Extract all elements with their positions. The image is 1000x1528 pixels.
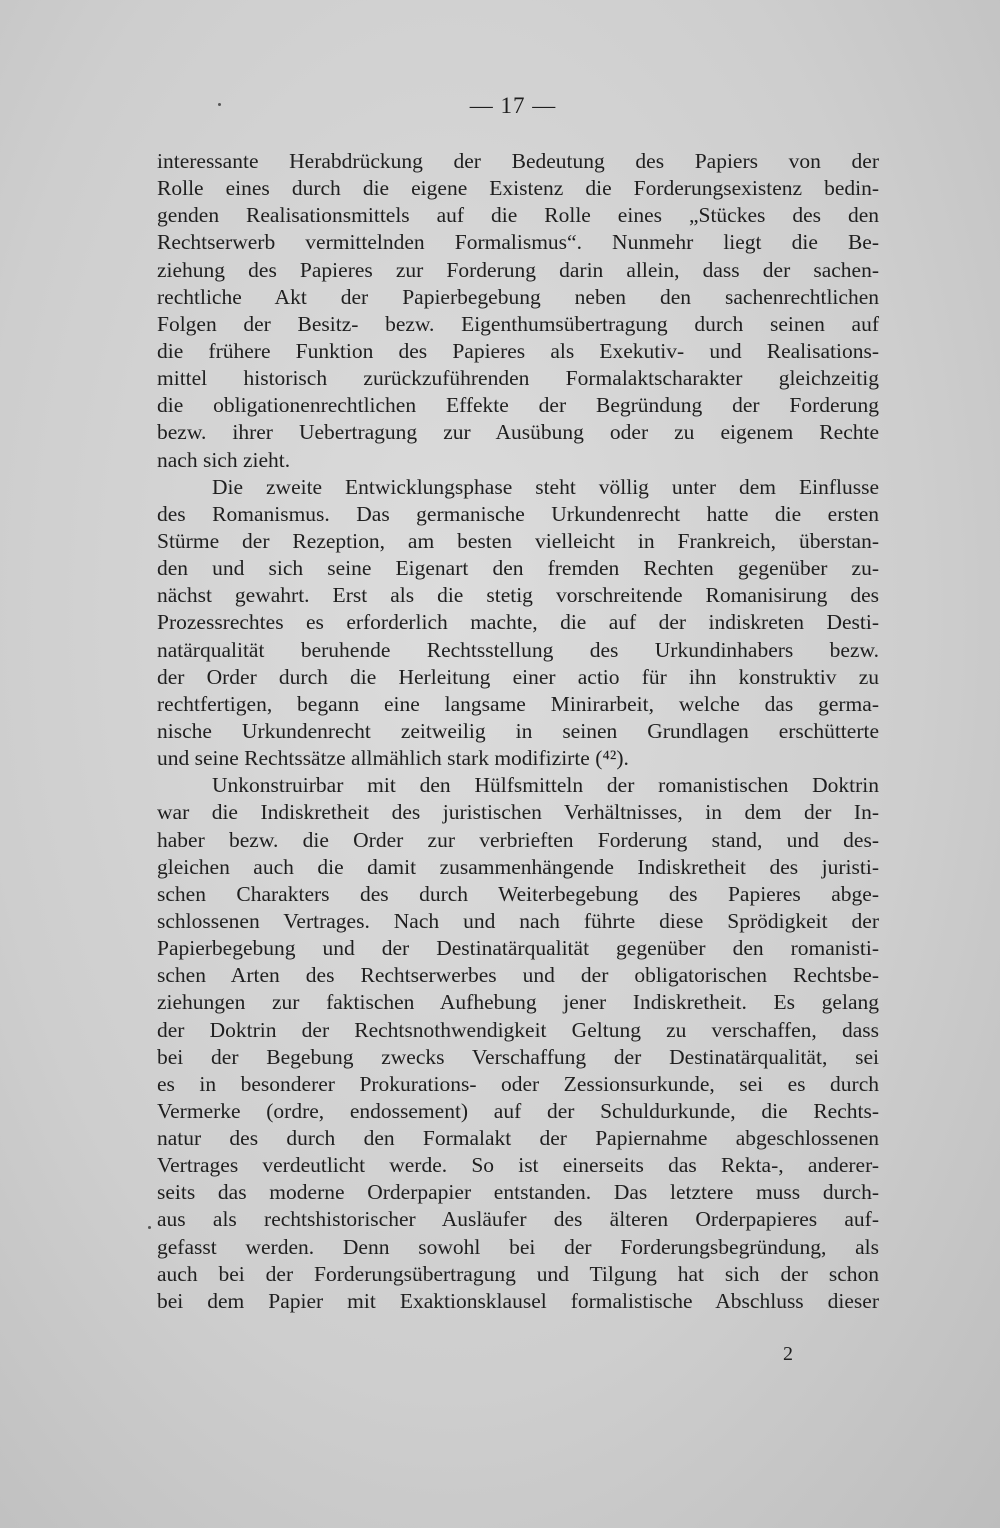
text-line: Prozessrechtes es erforderlich machte, die auf der indiskreten Desti-: [157, 610, 879, 635]
text-line: genden Realisationsmittels auf die Rolle eines „Stückes des den: [157, 203, 879, 228]
text-line: ziehung des Papieres zur Forderung darin allein, dass der sachen-: [157, 257, 879, 282]
page-number: — 17 —: [469, 93, 557, 118]
paper-speck: [148, 1226, 151, 1229]
text-line: den und sich seine Eigenart den fremden Rechten gegenüber zu-: [157, 556, 879, 581]
paragraph-start-line: Die zweite Entwicklungsphase steht völlig unter dem Einflusse: [212, 474, 879, 499]
text-line: bezw. ihrer Uebertragung zur Ausübung oder zu eigenem Rechte: [157, 420, 879, 445]
text-line: nische Urkundenrecht zeitweilig in seinen Grundlagen erschütterte: [157, 718, 879, 743]
text-line: interessante Herabdrückung der Bedeutung des Papiers von der: [157, 149, 879, 173]
text-line: nächst gewahrt. Erst als die stetig vorschreitende Romanisirung des: [157, 583, 879, 608]
text-line: mittel historisch zurückzuführenden Formalaktscharakter gleichzeitig: [157, 366, 879, 391]
paragraph-start-line: Unkonstruirbar mit den Hülfsmitteln der romanistischen Doktrin: [212, 773, 879, 798]
text-line: seits das moderne Orderpapier entstanden. Das letztere muss durch-: [157, 1180, 879, 1205]
text-line: die obligationenrechtlichen Effekte der Begründung der Forderung: [157, 393, 879, 418]
body-text: [157, 148, 879, 1315]
text-line: es in besonderer Prokurations- oder Zessionsurkunde, sei es durch: [157, 1071, 879, 1096]
text-line: Vermerke (ordre, endossement) auf der Schuldurkunde, die Rechts-: [157, 1098, 879, 1123]
paper-speck: [218, 103, 221, 106]
text-line: auch bei der Forderungsübertragung und Tilgung hat sich der schon: [157, 1261, 879, 1286]
text-line: bei der Begebung zwecks Verschaffung der Destinatärqualität, sei: [157, 1044, 879, 1069]
text-line: die frühere Funktion des Papieres als Exekutiv- und Realisations-: [157, 338, 879, 363]
text-line: ziehungen zur faktischen Aufhebung jener Indiskretheit. Es gelang: [157, 990, 879, 1015]
text-line: gefasst werden. Denn sowohl bei der Forderungsbegründung, als: [157, 1234, 879, 1259]
text-line: schlossenen Vertrages. Nach und nach führte diese Sprödigkeit der: [157, 908, 879, 933]
text-line: Rechtserwerb vermittelnden Formalismus“. Nunmehr liegt die Be-: [157, 230, 879, 255]
text-line: natur des durch den Formalakt der Papiernahme abgeschlossenen: [157, 1126, 879, 1151]
signature-mark: 2: [783, 1343, 793, 1365]
text-line: gleichen auch die damit zusammenhängende Indiskretheit des juristi-: [157, 854, 879, 879]
text-line: der Doktrin der Rechtsnothwendigkeit Geltung zu verschaffen, dass: [157, 1017, 879, 1042]
text-line: natärqualität beruhende Rechtsstellung des Urkundinhabers bezw.: [157, 637, 879, 662]
text-line: und seine Rechtssätze allmählich stark modifizirte (⁴²).: [157, 746, 629, 771]
text-line: schen Charakters des durch Weiterbegebung des Papieres abge-: [157, 881, 879, 906]
text-line: schen Arten des Rechtserwerbes und der obligatorischen Rechtsbe-: [157, 963, 879, 988]
text-line: Folgen der Besitz- bezw. Eigenthumsübertragung durch seinen auf: [157, 311, 879, 336]
text-line: Papierbegebung und der Destinatärqualität gegenüber den romanisti-: [157, 936, 879, 961]
text-line: der Order durch die Herleitung einer actio für ihn konstruktiv zu: [157, 664, 879, 689]
text-line: Vertrages verdeutlicht werde. So ist einerseits das Rekta-, anderer-: [157, 1153, 879, 1178]
text-line: des Romanismus. Das germanische Urkundenrecht hatte die ersten: [157, 501, 879, 526]
text-line: aus als rechtshistorischer Ausläufer des älteren Orderpapieres auf-: [157, 1207, 879, 1232]
text-line: haber bezw. die Order zur verbrieften Forderung stand, und des-: [157, 827, 879, 852]
text-line: rechtliche Akt der Papierbegebung neben den sachenrechtlichen: [157, 284, 879, 309]
text-line: war die Indiskretheit des juristischen Verhältnisses, in dem der In-: [157, 800, 879, 825]
text-line: bei dem Papier mit Exaktionsklausel formalistische Abschluss dieser: [157, 1288, 879, 1313]
text-line: rechtfertigen, begann eine langsame Minirarbeit, welche das germa-: [157, 691, 879, 716]
text-line: nach sich zieht.: [157, 447, 291, 472]
text-line: Stürme der Rezeption, am besten vielleicht in Frankreich, überstan-: [157, 528, 879, 553]
text-line: Rolle eines durch die eigene Existenz die Forderungsexistenz bedin-: [157, 176, 879, 201]
